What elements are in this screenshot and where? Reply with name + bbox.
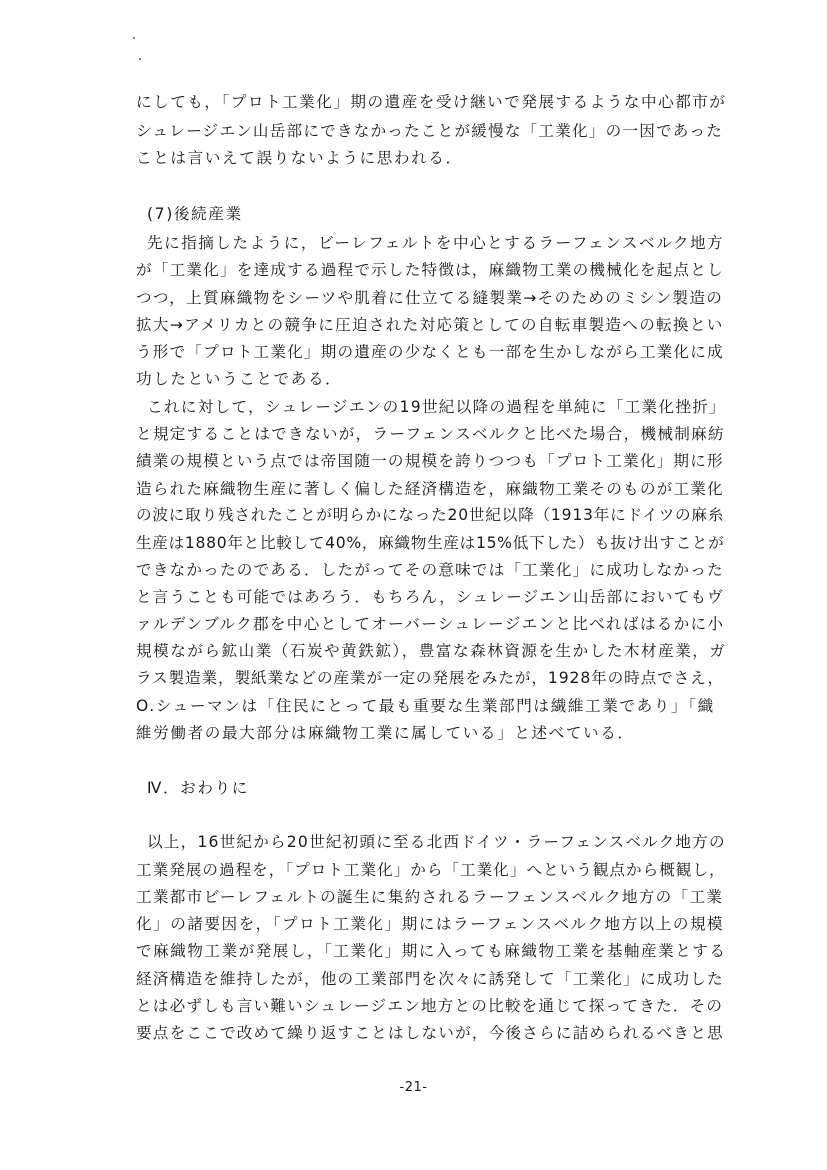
text-line: にしても，「プロト工業化」期の遺産を受け継いで発展するような中心都市が [136,93,727,111]
text-line: と規定することはできないが，ラーフェンスベルクと比べた場合，機械制麻紡 [136,425,725,443]
scan-speck [133,37,135,39]
text-line: 以上，16世紀から20世紀初頭に至る北西ドイツ・ラーフェンスベルク地方の [147,833,726,851]
text-line: ラス製造業，製紙業などの産業が一定の発展をみたが，1928年の時点でさえ， [136,669,725,687]
text-line: 経済構造を維持したが，他の工業部門を次々に誘発して「工業化」に成功した [136,970,724,988]
text-line: う形で「プロト工業化」期の遺産の少なくとも一部を生かしながら工業化に成 [136,343,724,361]
text-line: 生産は1880年と比較して40%，麻織物生産は15%低下した）も抜け出すことが [136,534,725,552]
text-line: 規模ながら鉱山業（石炭や黄鉄鉱），豊富な森林資源を生かした木材産業，ガ [136,642,727,660]
text-line: 功したということである． [136,370,343,388]
text-line: シュレージエン山岳部にできなかったことが緩慢な「工業化」の一因であった [136,122,724,140]
text-line: で麻織物工業が発展し，「工業化」期に入っても麻織物工業を基軸産業とする [136,942,727,960]
text-line: の波に取り残されたことが明らかになった20世紀以降（1913年にドイツの麻糸 [136,506,725,524]
scan-speck [139,58,141,60]
text-line: できなかったのである．したがってその意味では「工業化」に成功しなかった [136,561,724,579]
text-line: 要点をここで改めて繰り返すことはしないが，今後さらに詰められるべきと思 [136,1024,724,1042]
text-line: 化」の諸要因を，「プロト工業化」期にはラーフェンスベルク地方以上の規模 [136,915,725,933]
text-line: 工業発展の過程を，「プロト工業化」から「工業化」へという観点から概観し， [136,861,726,879]
section-heading: (7)後続産業 [147,205,243,223]
text-line: が「工業化」を達成する過程で示した特徴は，麻織物工業の機械化を起点とし [136,261,724,279]
text-line: ァルデンブルク郡を中心としてオーバーシュレージエンと比べればはるかに小 [136,615,725,633]
text-line: 績業の規模という点では帝国随一の規模を誇りつつも「プロト工業化」期に形 [136,452,724,470]
text-line: ことは言いえて誤りないように思われる． [136,149,463,167]
text-line: 維労働者の最大部分は麻織物工業に属している」と述べている． [136,724,635,742]
text-line: O.シューマンは「住民にとって最も重要な生業部門は繊維工業であり」「織 [136,697,715,715]
section-heading: Ⅳ．おわりに [147,779,249,797]
text-line: 拡大→アメリカとの競争に圧迫された対応策としての自転車製造への転換とい [136,316,724,334]
text-line: 造られた麻織物生産に著しく偏した経済構造を，麻織物工業そのものが工業化 [136,480,724,498]
text-line: 先に指摘したように，ビーレフェルトを中心とするラーフェンスベルク地方 [147,234,725,252]
text-line: これに対して，シュレージエンの19世紀以降の過程を単純に「工業化挫折」 [147,398,727,416]
text-line: とは必ずしも言い難いシュレージエン地方との比較を通じて探ってきた．その [136,997,724,1015]
page-number: -21- [399,1080,428,1095]
text-line: と言うことも可能ではあろう．もちろん，シュレージエン山岳部においてもヴ [136,588,725,606]
text-line: つつ，上質麻織物をシーツや肌着に仕立てる縫製業→そのためのミシン製造の [136,289,724,307]
text-line: 工業都市ビーレフェルトの誕生に集約されるラーフェンスベルク地方の「工業 [136,888,724,906]
